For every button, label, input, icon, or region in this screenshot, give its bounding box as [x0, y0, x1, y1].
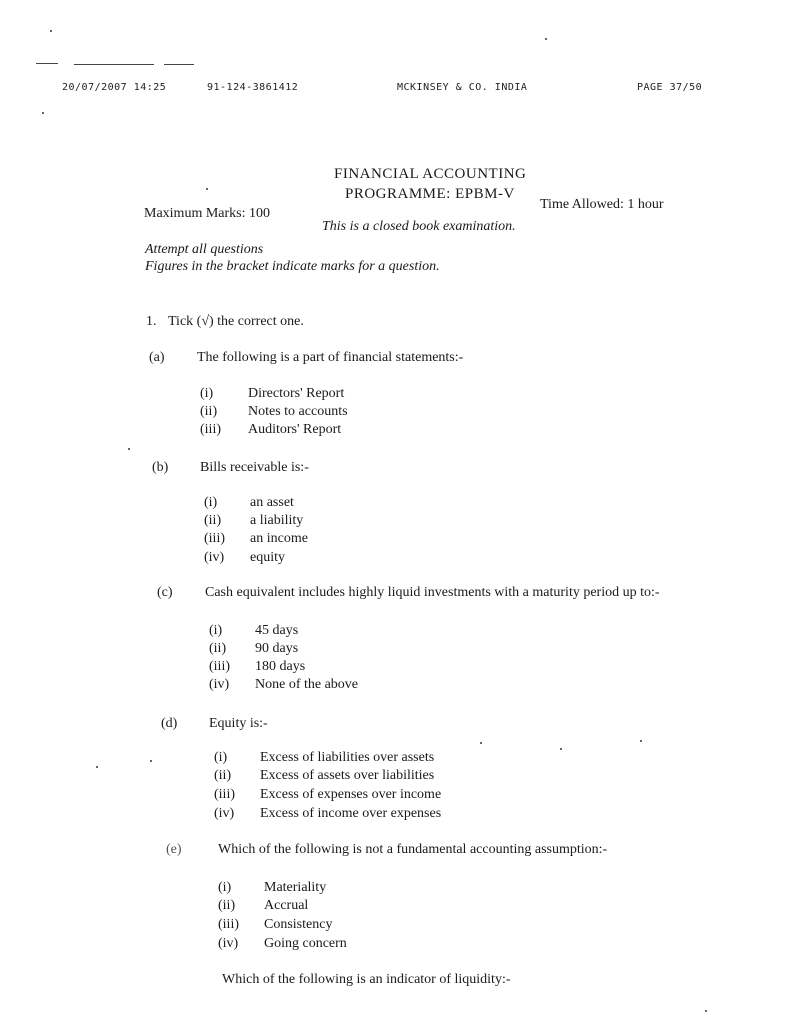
option-text: equity — [250, 550, 285, 565]
question-part-c — [157, 585, 660, 601]
option-number: (iv) — [204, 550, 225, 565]
fax-datetime: 20/07/2007 14:25 — [62, 82, 167, 93]
option-number: (i) — [214, 750, 228, 765]
programme-name: PROGRAMME: EPBM-V — [345, 186, 515, 202]
question-part-d — [161, 716, 268, 732]
fax-noise-line — [164, 64, 194, 65]
option-number: (iii) — [200, 422, 221, 437]
option-c-iv[interactable] — [209, 677, 358, 693]
question-text: Tick (√) the correct one. — [168, 314, 304, 329]
option-a-i[interactable] — [200, 386, 344, 402]
part-text: Which of the following is not a fundamental accounting assumption:- — [218, 842, 608, 857]
instruction-marks: Figures in the bracket indicate marks for a question. — [145, 259, 440, 274]
option-text: Consistency — [264, 917, 333, 932]
option-number: (iv) — [209, 677, 230, 692]
option-b-i[interactable] — [204, 495, 294, 511]
fax-speck — [42, 112, 44, 114]
part-label: (a) — [149, 350, 165, 365]
option-b-ii[interactable] — [204, 513, 303, 529]
maximum-marks: Maximum Marks: 100 — [144, 206, 270, 221]
fax-noise-line — [36, 63, 58, 64]
option-number: (ii) — [200, 404, 218, 419]
option-text: 45 days — [255, 623, 299, 638]
option-e-iii[interactable] — [218, 917, 332, 933]
option-number: (iv) — [214, 806, 235, 821]
option-number: (i) — [204, 495, 218, 510]
fax-speck — [545, 38, 547, 40]
fax-speck — [480, 742, 482, 744]
option-e-ii[interactable] — [218, 898, 308, 914]
document-title: FINANCIAL ACCOUNTING — [334, 166, 527, 182]
fax-speck — [96, 766, 98, 768]
question-part-f — [222, 972, 511, 988]
option-text: a liability — [250, 513, 304, 528]
option-text: None of the above — [255, 677, 359, 692]
fax-speck — [150, 760, 152, 762]
option-c-iii[interactable] — [209, 659, 305, 675]
question-part-e — [166, 842, 607, 858]
option-a-iii[interactable] — [200, 422, 341, 438]
option-c-i[interactable] — [209, 623, 298, 639]
part-text: Equity is:- — [209, 716, 268, 731]
time-allowed: Time Allowed: 1 hour — [540, 197, 664, 212]
option-text: an income — [250, 531, 308, 546]
part-label: (b) — [152, 460, 169, 475]
fax-speck — [128, 448, 130, 450]
question-1-heading — [146, 314, 304, 330]
option-b-iv[interactable] — [204, 550, 285, 566]
fax-speck — [705, 1010, 707, 1012]
option-c-ii[interactable] — [209, 641, 298, 657]
option-number: (ii) — [218, 898, 236, 913]
option-number: (i) — [218, 880, 232, 895]
option-text: Excess of expenses over income — [260, 787, 442, 802]
instruction-attempt: Attempt all questions — [145, 242, 264, 257]
option-e-iv[interactable] — [218, 936, 347, 952]
option-e-i[interactable] — [218, 880, 326, 896]
option-number: (ii) — [209, 641, 227, 656]
option-number: (iii) — [214, 787, 235, 802]
part-text: The following is a part of financial statements:- — [197, 350, 464, 365]
option-d-ii[interactable] — [214, 768, 434, 784]
fax-speck — [560, 748, 562, 750]
option-d-i[interactable] — [214, 750, 434, 766]
option-number: (ii) — [214, 768, 232, 783]
question-part-a — [149, 350, 463, 366]
option-text: Excess of assets over liabilities — [260, 768, 435, 783]
option-text: 180 days — [255, 659, 306, 674]
fax-speck — [640, 740, 642, 742]
part-label: (d) — [161, 716, 178, 731]
part-text: Which of the following is an indicator of liquidity:- — [222, 972, 511, 987]
option-number: (ii) — [204, 513, 222, 528]
option-number: (iii) — [218, 917, 239, 932]
question-number: 1. — [146, 314, 157, 329]
fax-speck — [50, 30, 52, 32]
fax-speck — [206, 188, 208, 190]
option-text: Accrual — [264, 898, 309, 913]
option-b-iii[interactable] — [204, 531, 308, 547]
option-text: 90 days — [255, 641, 299, 656]
option-number: (i) — [200, 386, 214, 401]
part-text: Bills receivable is:- — [200, 460, 309, 475]
option-number: (iv) — [218, 936, 239, 951]
fax-company: MCKINSEY & CO. INDIA — [397, 82, 528, 93]
option-number: (iii) — [209, 659, 230, 674]
option-text: Excess of income over expenses — [260, 806, 442, 821]
option-text: Directors' Report — [248, 386, 345, 401]
fax-page-number: PAGE 37/50 — [637, 82, 703, 93]
fax-phone: 91-124-3861412 — [207, 82, 299, 93]
question-part-b — [152, 460, 309, 476]
part-text: Cash equivalent includes highly liquid investments with a maturity period up to:- — [205, 585, 660, 600]
option-d-iv[interactable] — [214, 806, 441, 822]
option-a-ii[interactable] — [200, 404, 348, 420]
option-number: (iii) — [204, 531, 225, 546]
option-text: Excess of liabilities over assets — [260, 750, 435, 765]
option-text: an asset — [250, 495, 294, 510]
fax-noise-line — [74, 64, 154, 65]
part-label: (e) — [166, 842, 182, 857]
part-label: (c) — [157, 585, 173, 600]
option-text: Auditors' Report — [248, 422, 342, 437]
option-text: Notes to accounts — [248, 404, 348, 419]
option-text: Materiality — [264, 880, 327, 895]
closed-book-note: This is a closed book examination. — [322, 219, 516, 234]
option-d-iii[interactable] — [214, 787, 441, 803]
option-number: (i) — [209, 623, 223, 638]
option-text: Going concern — [264, 936, 347, 951]
